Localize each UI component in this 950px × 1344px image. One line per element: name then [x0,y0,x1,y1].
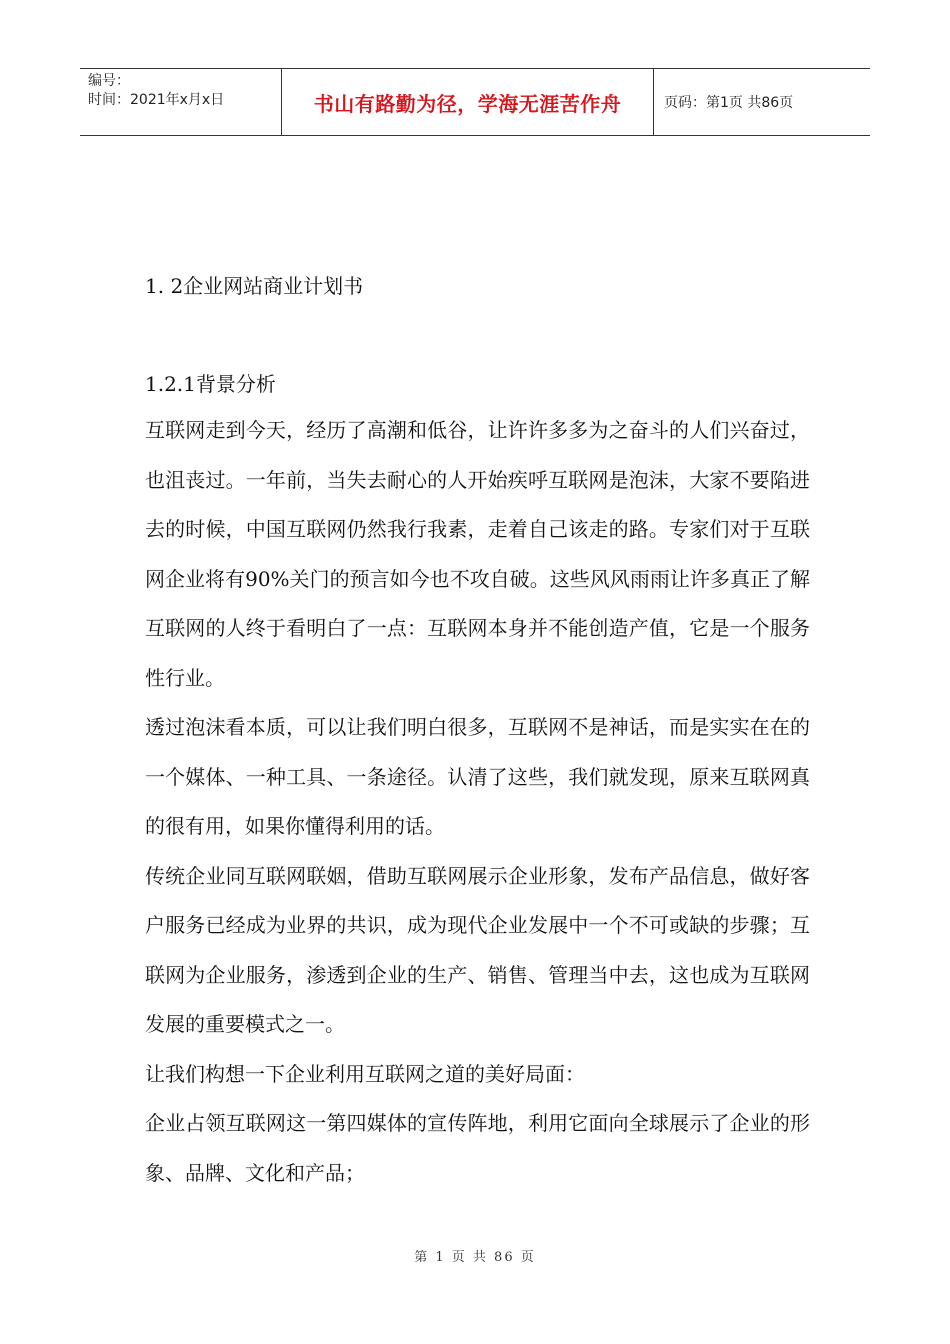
section-title: 1.2.1背景分析 [145,372,276,396]
paragraph: 互联网走到今天，经历了高潮和低谷，让许许多多为之奋斗的人们兴奋过，也沮丧过。一年前，当失去耐心的人开始疾呼互联网是泡沫，大家不要陷进去的时候，中国互联网仍然我行我素，走着自己该走的路。专家们对于互联网企业将有90%关门的预言如今也不攻自破。这些风风雨雨让许多真正了解互联网的人终于看明白了一点：互联网本身并不能创造产值，它是一个服务性行业。 [145,418,810,690]
page-header [80,68,870,136]
header-meta-cell [80,69,282,135]
paragraph: 透过泡沫看本质，可以让我们明白很多，互联网不是神话，而是实实在在的一个媒体、一种工具、一条途径。认清了这些，我们就发现，原来互联网真的很有用，如果你懂得利用的话。 [145,715,810,838]
paragraph: 让我们构想一下企业利用互联网之道的美好局面： [145,1061,585,1086]
document-title: 1. 2企业网站商业计划书 [145,274,364,298]
document-number-label: 编号： [88,73,130,89]
page-footer: 第 1 页 共 86 页 [414,1250,536,1265]
document-date-label: 时间：2021年x月x日 [88,92,225,108]
header-page-number: 页码：第1页 共86页 [664,95,794,111]
document-body [145,268,810,1198]
paragraph: 传统企业同互联网联姻，借助互联网展示企业形象，发布产品信息，做好客户服务已经成为业界的共识，成为现代企业发展中一个不可或缺的步骤；互联网为企业服务，渗透到企业的生产、销售、管理当中去，这也成为互联网发展的重要模式之一。 [145,863,810,1036]
header-motto: 书山有路勤为径，学海无涯苦作舟 [282,69,654,135]
paragraph: 企业占领互联网这一第四媒体的宣传阵地，利用它面向全球展示了企业的形象、品牌、文化和产品； [145,1111,810,1185]
